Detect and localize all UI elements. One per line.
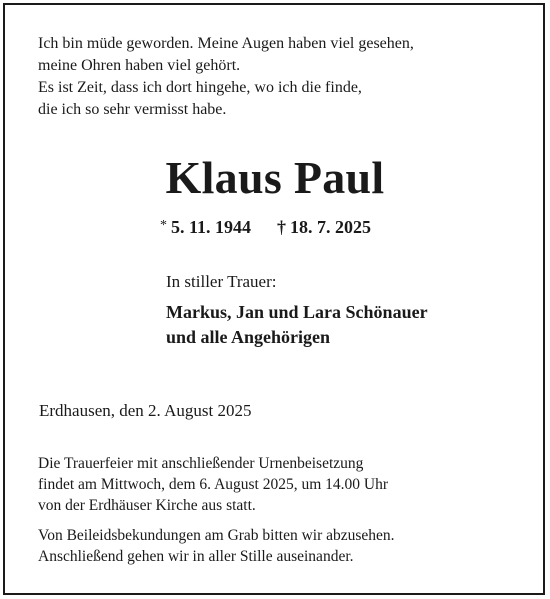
poem-line: Es ist Zeit, dass ich dort hingehe, wo ich die finde, (38, 79, 362, 96)
poem-line: die ich so sehr vermisst habe. (38, 101, 227, 118)
family-line: Markus, Jan und Lara Schönauer (166, 302, 428, 322)
mourning-intro: In stiller Trauer: (166, 272, 277, 291)
condolence-line: Von Beileidsbekundungen am Grab bitten wir abzusehen. (38, 527, 395, 544)
poem-verse (38, 33, 414, 121)
poem-line: Ich bin müde geworden. Meine Augen haben viel gesehen, (38, 35, 414, 52)
death-symbol: † (277, 217, 287, 237)
ceremony-notice (38, 453, 388, 516)
condolence-line: Anschließend gehen wir in aller Stille auseinander. (38, 548, 354, 565)
birth-date: 5. 11. 1944 (171, 217, 252, 237)
place-and-date: Erdhausen, den 2. August 2025 (39, 401, 252, 420)
birth-symbol: * (160, 218, 167, 233)
ceremony-line: von der Erdhäuser Kirche aus statt. (38, 497, 256, 514)
deceased-name: Klaus Paul (165, 152, 385, 203)
death-date: 18. 7. 2025 (290, 217, 372, 237)
poem-line: meine Ohren haben viel gehört. (38, 57, 241, 74)
condolence-notice (38, 525, 395, 567)
mourning-block (166, 270, 428, 350)
family-line: und alle Angehörigen (166, 327, 331, 347)
life-dates (160, 214, 371, 239)
ceremony-line: Die Trauerfeier mit anschließender Urnenbeisetzung (38, 455, 364, 472)
ceremony-line: findet am Mittwoch, dem 6. August 2025, um 14.00 Uhr (38, 476, 389, 493)
